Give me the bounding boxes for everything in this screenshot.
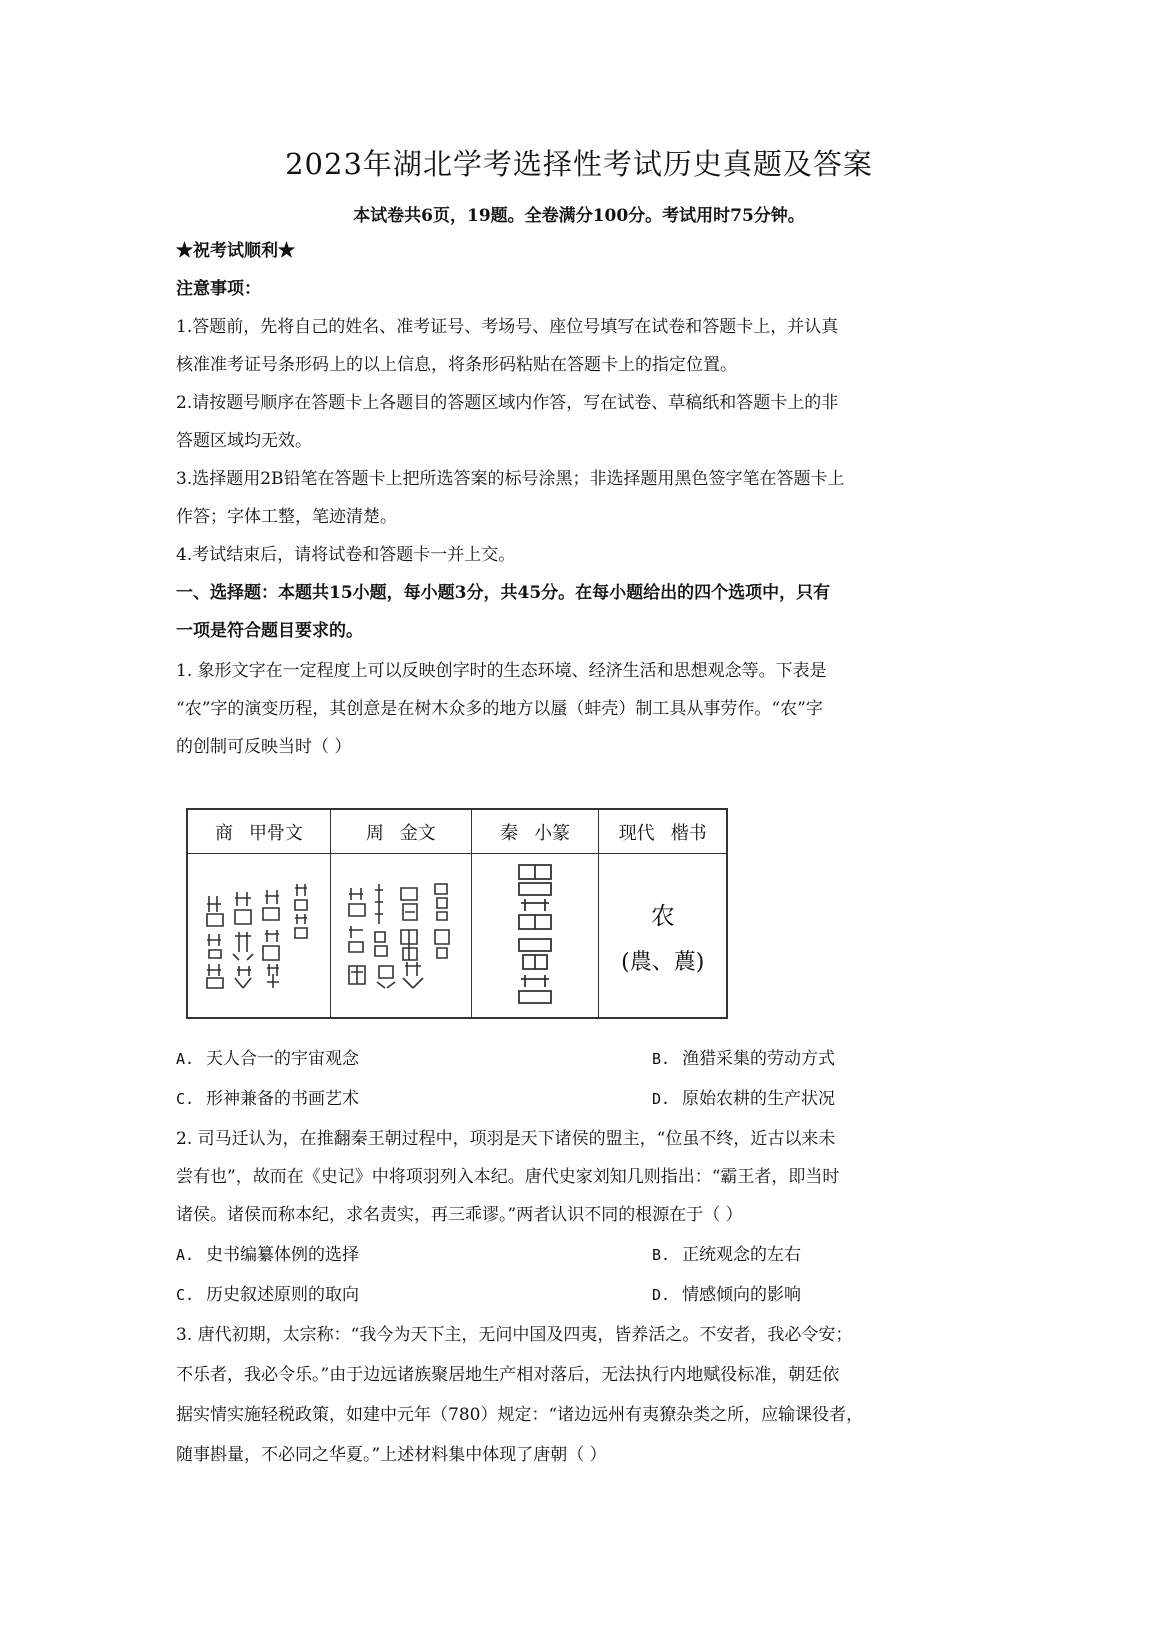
table-header: 秦 小篆 [471,809,599,854]
small-seal-glyph-image [505,859,565,1009]
option-b[interactable]: B. 正统观念的左右 [652,1245,801,1265]
oracle-bone-glyph-image [199,874,319,994]
bronze-glyph-image [341,874,461,994]
modern-script-cell [599,854,727,1019]
table-header: 商 甲骨文 [187,809,330,854]
character-evolution-table [186,808,728,1019]
modern-variants: (農、蕽) [621,949,705,975]
section-heading: 一项是符合题目要求的。 [176,621,363,641]
note-line: 4.考试结束后，请将试卷和答题卡一并上交。 [176,545,516,565]
question-3-line: 随事斟量，不必同之华夏。”上述材料集中体现了唐朝（ ） [176,1445,607,1465]
question-1-line: “农”字的演变历程，其创意是在树木众多的地方以蜃（蚌壳）制工具从事劳作。“农”字 [176,699,823,719]
section-heading: 一、选择题：本题共15小题，每小题3分，共45分。在每小题给出的四个选项中，只有 [176,583,831,603]
oracle-bone-glyphs [187,854,330,1019]
option-d[interactable]: D. 情感倾向的影响 [652,1285,801,1305]
notes-heading: 注意事项： [176,279,261,299]
question-1-line: 1. 象形文字在一定程度上可以反映创字时的生态环境、经济生活和思想观念等。下表是 [176,661,827,681]
question-3-line: 3. 唐代初期，太宗称：“我今为天下主，无问中国及四夷，皆养活之。不安者，我必令安； [176,1325,853,1345]
page-title: 2023年湖北学考选择性考试历史真题及答案 [285,147,873,181]
wish-line: ★祝考试顺利★ [176,241,295,261]
exam-info: 本试卷共6页，19题。全卷满分100分。考试用时75分钟。 [353,206,805,226]
note-line: 作答；字体工整，笔迹清楚。 [176,507,397,527]
note-line: 1.答题前，先将自己的姓名、准考证号、考场号、座位号填写在试卷和答题卡上，并认真 [176,317,839,337]
table-header: 周 金文 [330,809,471,854]
option-c[interactable]: C. 历史叙述原则的取向 [176,1285,359,1305]
note-line: 3.选择题用2B铅笔在答题卡上把所选答案的标号涂黑；非选择题用黑色签字笔在答题卡上 [176,469,845,489]
table-header: 现代 楷书 [599,809,727,854]
option-d[interactable]: D. 原始农耕的生产状况 [652,1089,835,1109]
question-1-line: 的创制可反映当时（ ） [176,737,352,757]
option-a[interactable]: A. 天人合一的宇宙观念 [176,1049,359,1069]
question-2-line: 尝有也”，故而在《史记》中将项羽列入本纪。唐代史家刘知几则指出：“霸王者，即当时 [176,1167,840,1187]
question-2-line: 诸侯。诸侯而称本纪，求名责实，再三乖谬。”两者认识不同的根源在于（ ） [176,1205,743,1225]
question-3-line: 据实情实施轻税政策，如建中元年（780）规定：“诸边远州有夷獠杂类之所，应输课役者， [176,1405,864,1425]
option-a[interactable]: A. 史书编纂体例的选择 [176,1245,359,1265]
option-c[interactable]: C. 形神兼备的书画艺术 [176,1089,359,1109]
small-seal-glyphs [471,854,599,1019]
question-3-line: 不乐者，我必令乐。”由于边远诸族聚居地生产相对落后，无法执行内地赋役标准，朝廷依 [176,1365,840,1385]
modern-character: 农 [650,901,675,930]
note-line: 2.请按题号顺序在答题卡上各题目的答题区域内作答，写在试卷、草稿纸和答题卡上的非 [176,393,839,413]
question-2-line: 2. 司马迁认为，在推翻秦王朝过程中，项羽是天下诸侯的盟主，“位虽不终，近古以来未 [176,1129,836,1149]
bronze-inscription-glyphs [330,854,471,1019]
note-line: 答题区域均无效。 [176,431,312,451]
option-b[interactable]: B. 渔猎采集的劳动方式 [652,1049,835,1069]
note-line: 核准准考证号条形码上的以上信息，将条形码粘贴在答题卡上的指定位置。 [176,355,737,375]
